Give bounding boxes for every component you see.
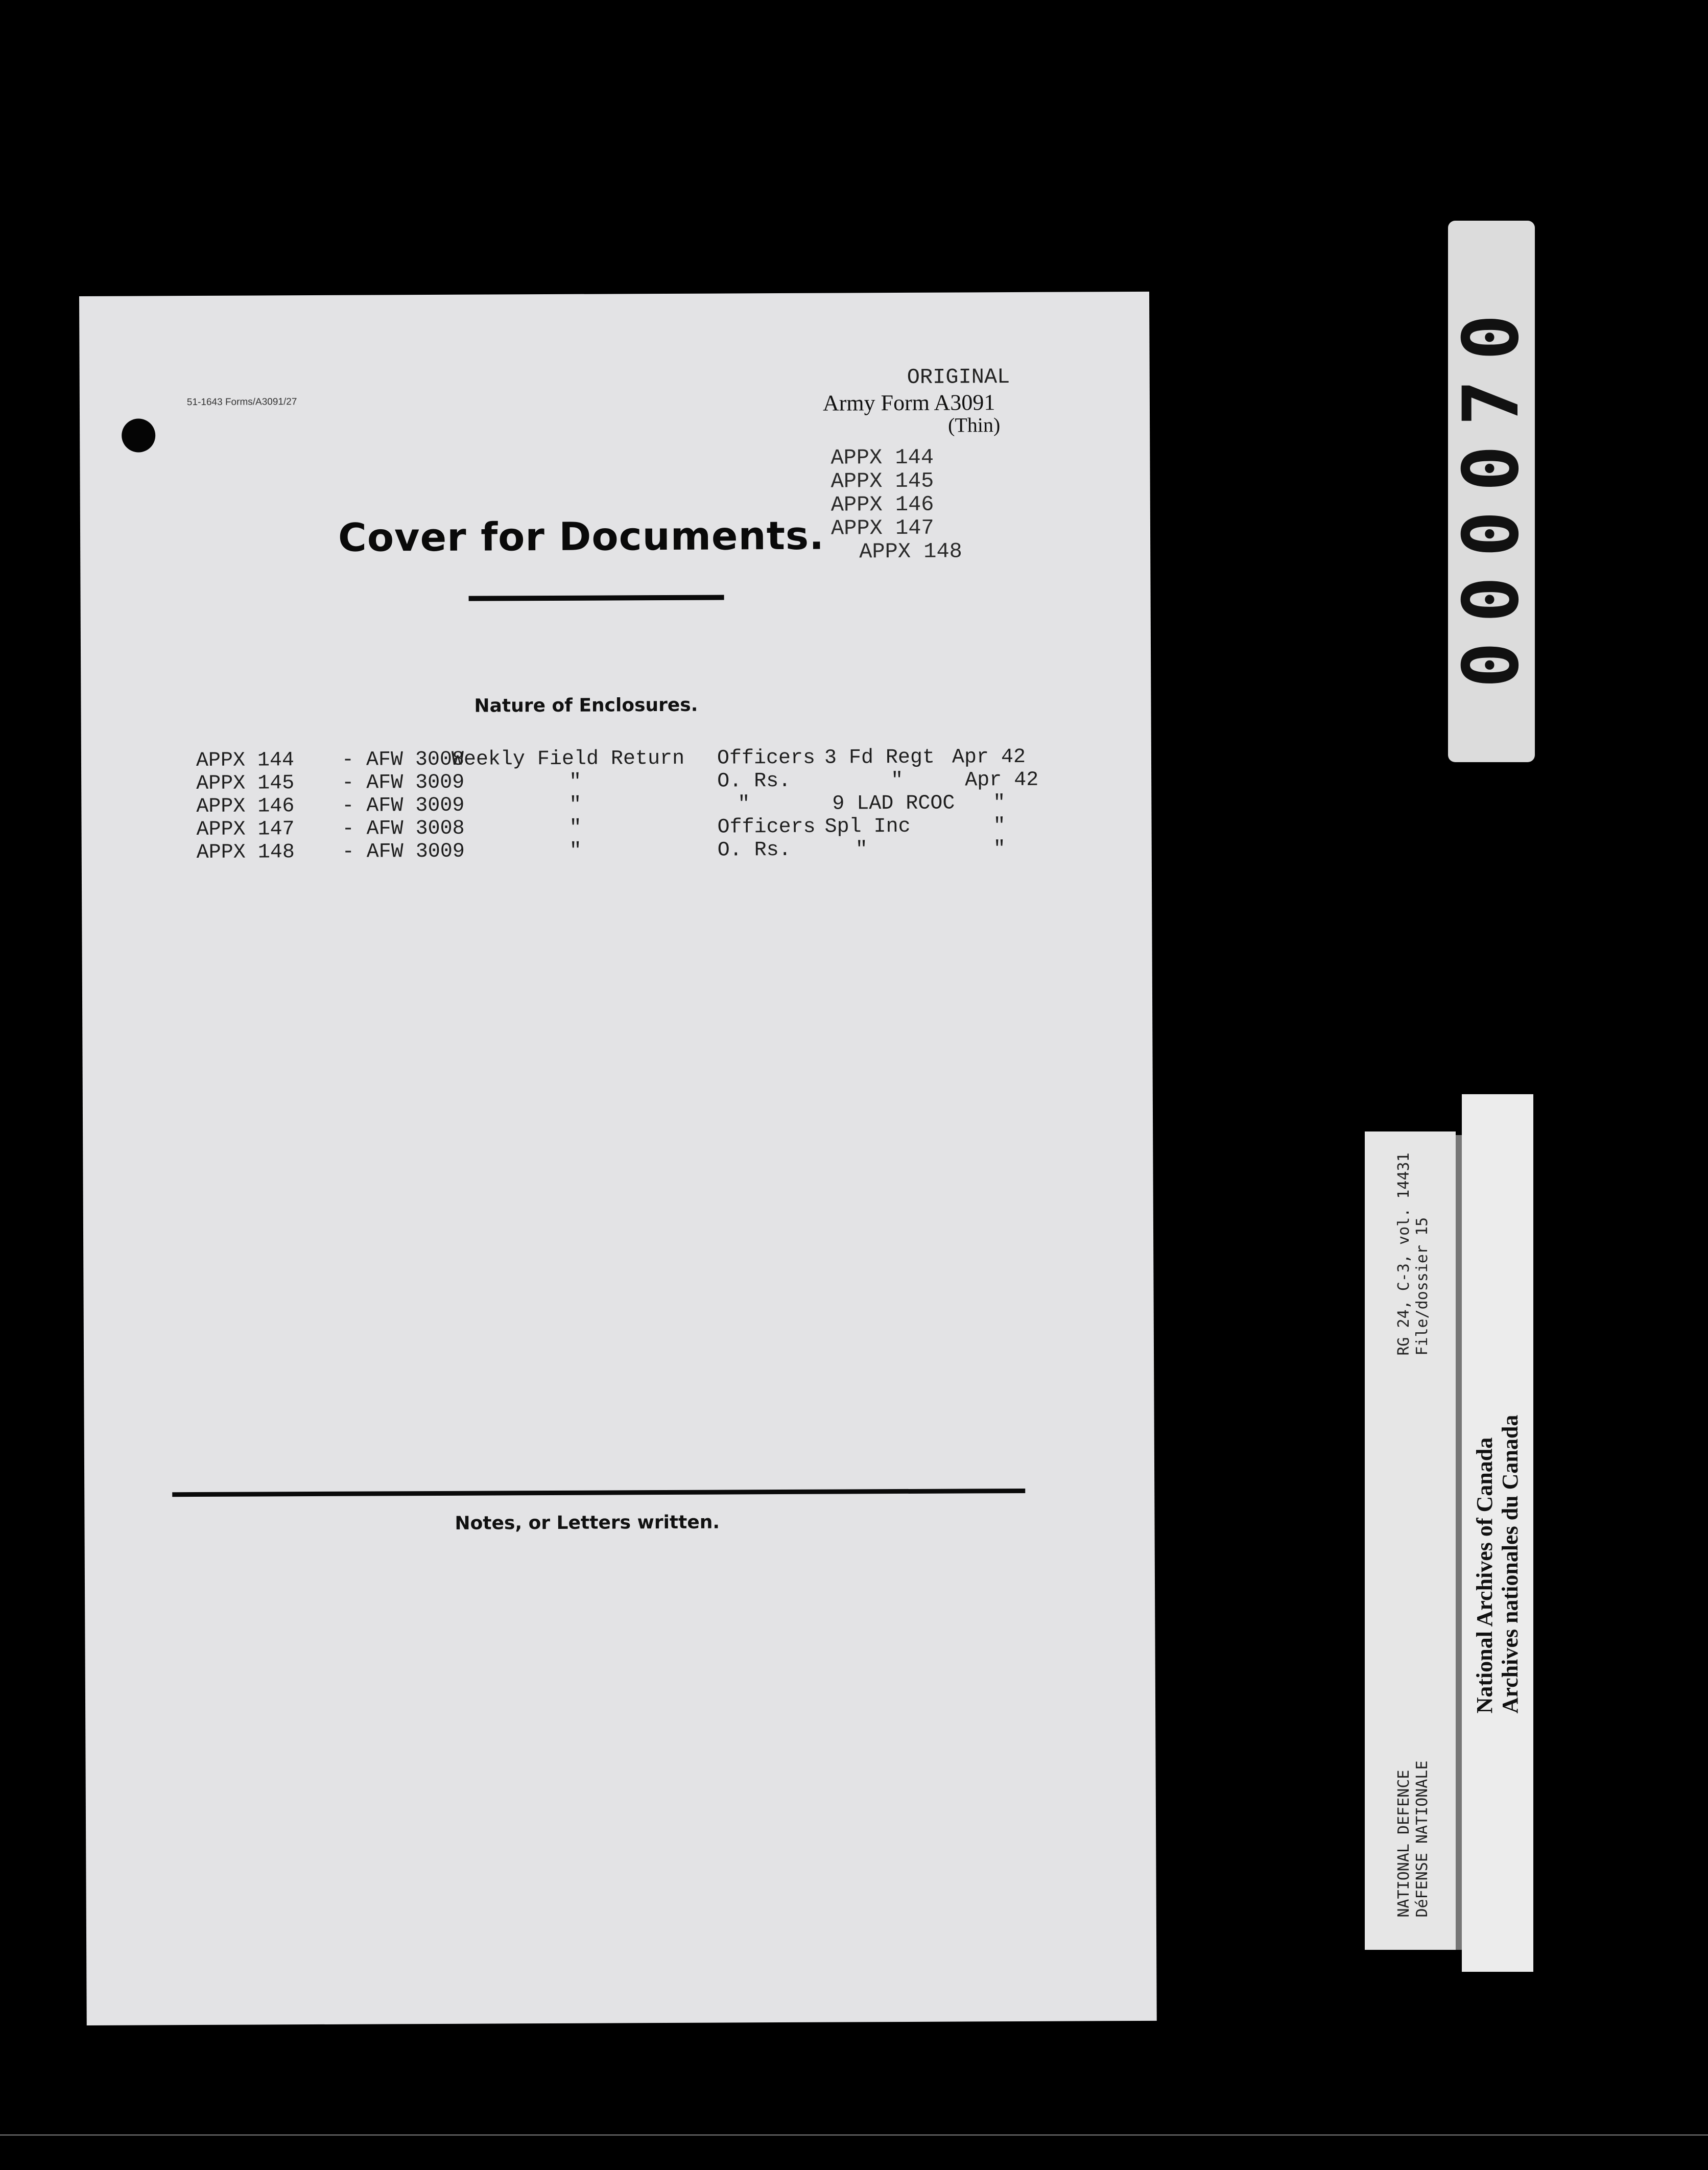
title-underline [469,595,724,601]
appendix-item: APPX 148 [859,539,962,564]
department-text [1395,1760,1432,1917]
label-shadow [1456,1135,1462,1950]
enclosure-ref: APPX 148 [196,841,295,865]
enclosure-unit: " [891,769,904,793]
enclosure-date: " [993,792,1006,815]
notes-heading: Notes, or Letters written. [455,1512,720,1534]
reference-volume: RG 24, C-3, vol. 14431 [1395,1152,1413,1356]
enclosure-unit: 9 LAD RCOC [832,792,955,816]
archive-reference-label [1365,1131,1456,1950]
frame-counter-strip [1448,221,1535,762]
document-cover-page [79,292,1157,2025]
enclosure-description: " [569,793,582,817]
appendix-item: APPX 146 [831,492,934,517]
appendix-list [831,445,962,563]
archives-name [1472,1415,1523,1714]
enclosure-rank: " [738,793,750,816]
reference-file: File/dossier 15 [1413,1217,1431,1356]
archives-name-fr: Archives nationales du Canada [1498,1414,1523,1714]
enclosures-heading: Nature of Enclosures. [474,694,698,717]
appendix-item: APPX 145 [831,468,934,494]
enclosure-ref: APPX 144 [196,749,295,773]
thin-label: (Thin) [948,413,1001,437]
enclosures-list [196,745,1039,865]
enclosure-rank: O. Rs. [717,769,791,793]
enclosure-rank: Officers [717,746,816,770]
notes-divider [172,1489,1025,1497]
enclosure-date: " [993,838,1006,861]
page-title: Cover for Documents. [338,512,825,560]
enclosure-form: - AFW 3008 [341,748,465,772]
appendix-item: APPX 144 [831,445,934,470]
punch-hole [122,418,155,452]
enclosure-rank: O. Rs. [717,838,791,862]
army-form-number: Army Form A3091 [822,390,995,416]
enclosure-date: Apr 42 [965,768,1039,792]
enclosure-date: Apr 42 [952,745,1026,769]
enclosure-rank: Officers [717,815,816,839]
enclosure-form: - AFW 3009 [342,771,465,795]
enclosure-ref: APPX 145 [196,772,295,796]
enclosure-description: " [569,770,582,794]
enclosure-form: - AFW 3009 [342,840,465,864]
frame-counter: 000070 [1447,295,1536,688]
enclosure-description: " [569,816,582,840]
enclosure-date: " [993,815,1006,838]
original-stamp: ORIGINAL [907,365,1010,390]
enclosure-form: - AFW 3009 [342,794,465,818]
archives-name-label [1462,1094,1533,1972]
appendix-item: APPX 147 [831,515,934,541]
reference-text [1395,1152,1432,1355]
enclosure-description: " [569,839,582,863]
enclosure-unit: 3 Fd Regt [824,746,935,770]
scanner-edge-line [0,2134,1708,2136]
enclosure-description: Weekly Field Return [451,747,685,771]
department-en: NATIONAL DEFENCE [1395,1770,1413,1918]
enclosure-ref: APPX 146 [196,795,295,819]
enclosure-unit: " [855,838,868,862]
enclosure-form: - AFW 3008 [342,817,465,841]
archives-name-en: National Archives of Canada [1472,1437,1497,1714]
form-code: 51-1643 Forms/A3091/27 [186,396,297,408]
enclosure-unit: Spl Inc [824,815,911,839]
department-fr: DéFENSE NATIONALE [1413,1760,1431,1918]
enclosure-ref: APPX 147 [196,818,295,842]
